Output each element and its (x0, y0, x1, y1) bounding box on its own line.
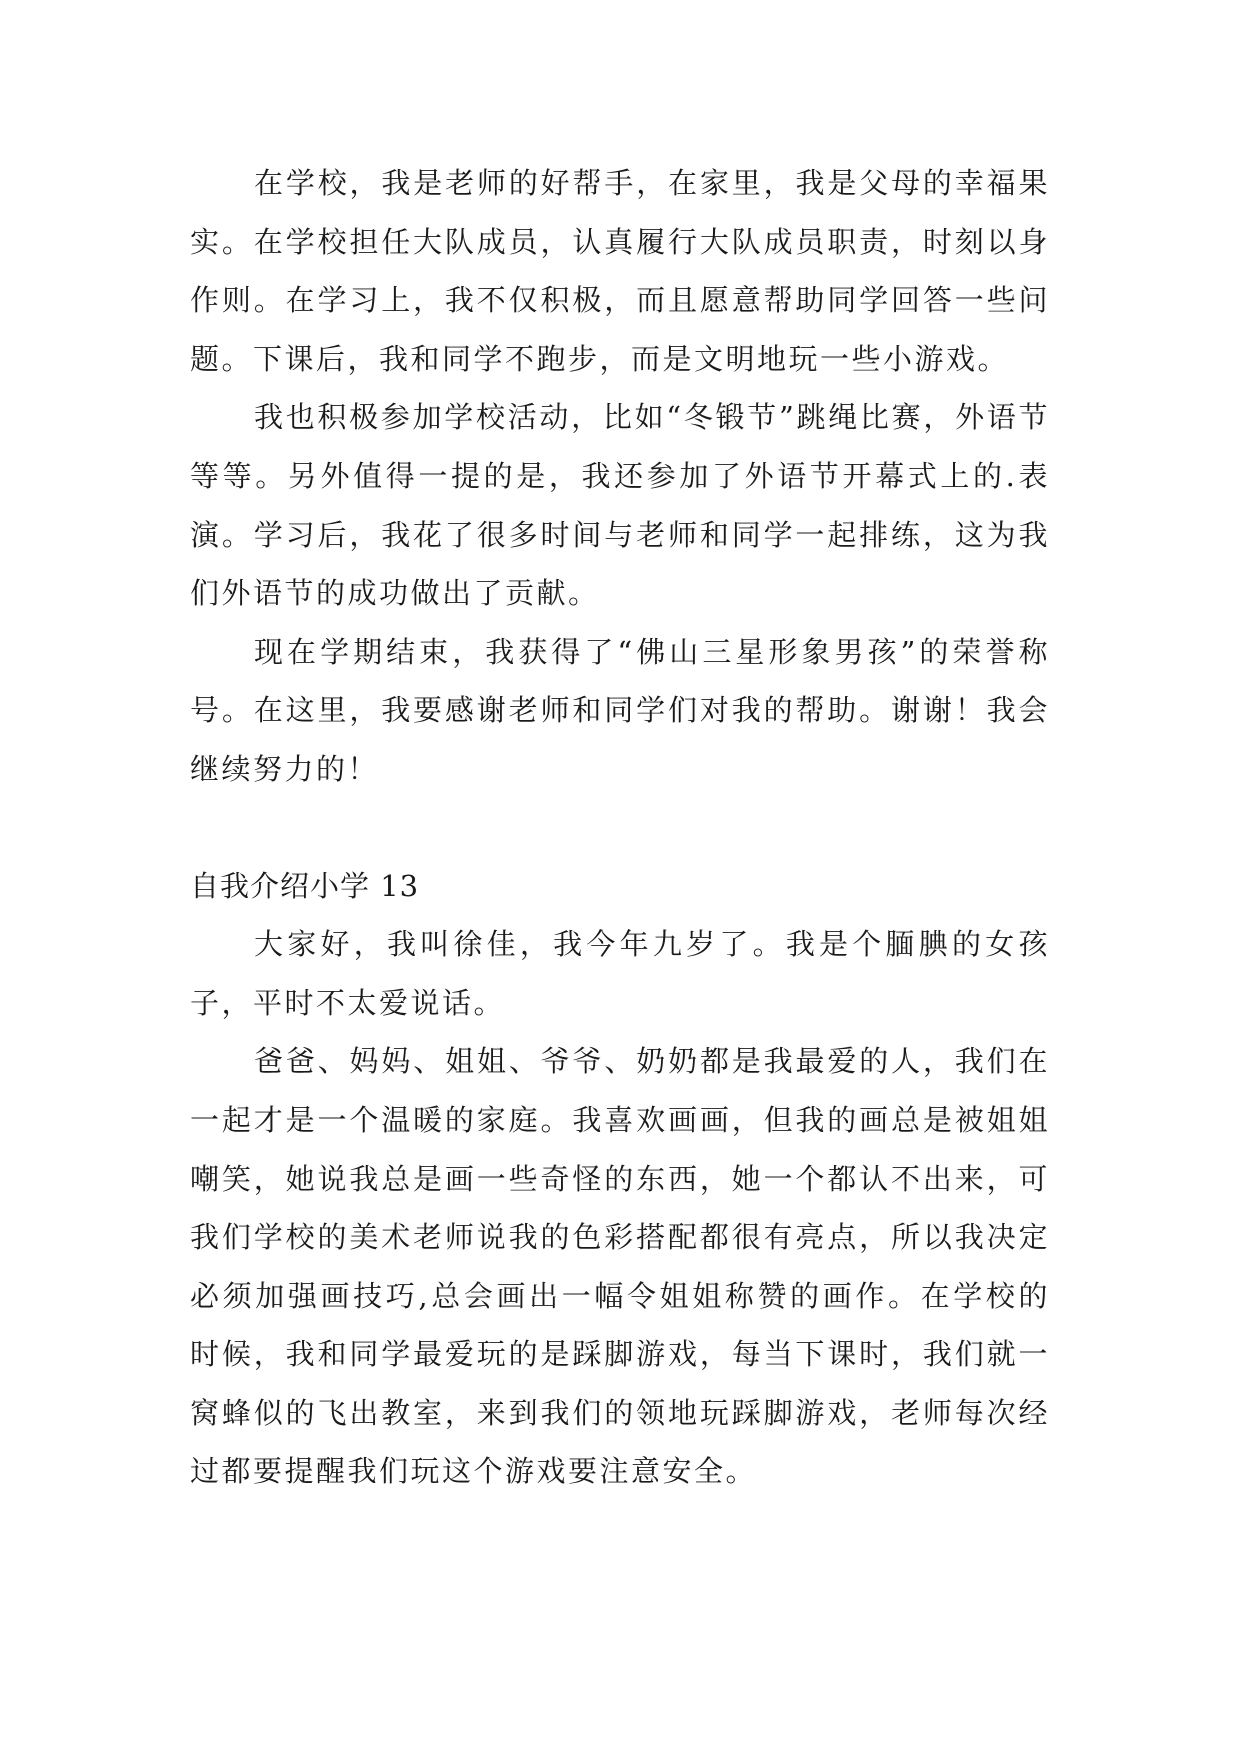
paragraph: 现在学期结束，我获得了“佛山三星形象男孩”的荣誉称号。在这里，我要感谢老师和同学们对我的帮助。谢谢！我会继续努力的！ (190, 634, 1050, 786)
section-heading: 自我介绍小学 13 (190, 868, 420, 903)
paragraph: 我也积极参加学校活动，比如“冬锻节”跳绳比赛，外语节等等。另外值得一提的是，我还参加了外语节开幕式上的.表演。学习后，我花了很多时间与老师和同学一起排练，这为我们外语节的成功做出了贡献。 (190, 400, 1050, 611)
paragraph: 爸爸、妈妈、姐姐、爷爷、奶奶都是我最爱的人，我们在一起才是一个温暖的家庭。我喜欢画画，但我的画总是被姐姐嘲笑，她说我总是画一些奇怪的东西，她一个都认不出来，可我们学校的美术老师说我的色彩搭配都很有亮点，所以我决定必须加强画技巧,总会画出一幅令姐姐称赞的画作。在学校的时候，我和同学最爱玩的是踩脚游戏，每当下课时，我们就一窝蜂似的飞出教室，来到我们的领地玩踩脚游戏，老师每次经过都要提醒我们玩这个游戏要注意安全。 (190, 1044, 1050, 1489)
paragraph: 在学校，我是老师的好帮手，在家里，我是父母的幸福果实。在学校担任大队成员，认真履行大队成员职责，时刻以身作则。在学习上，我不仅积极，而且愿意帮助同学回答一些问题。下课后，我和同学不跑步，而是文明地玩一些小游戏。 (190, 166, 1050, 376)
document-body (190, 154, 1050, 1501)
paragraph: 大家好，我叫徐佳，我今年九岁了。我是个腼腆的女孩子，平时不太爱说话。 (190, 927, 1050, 1020)
